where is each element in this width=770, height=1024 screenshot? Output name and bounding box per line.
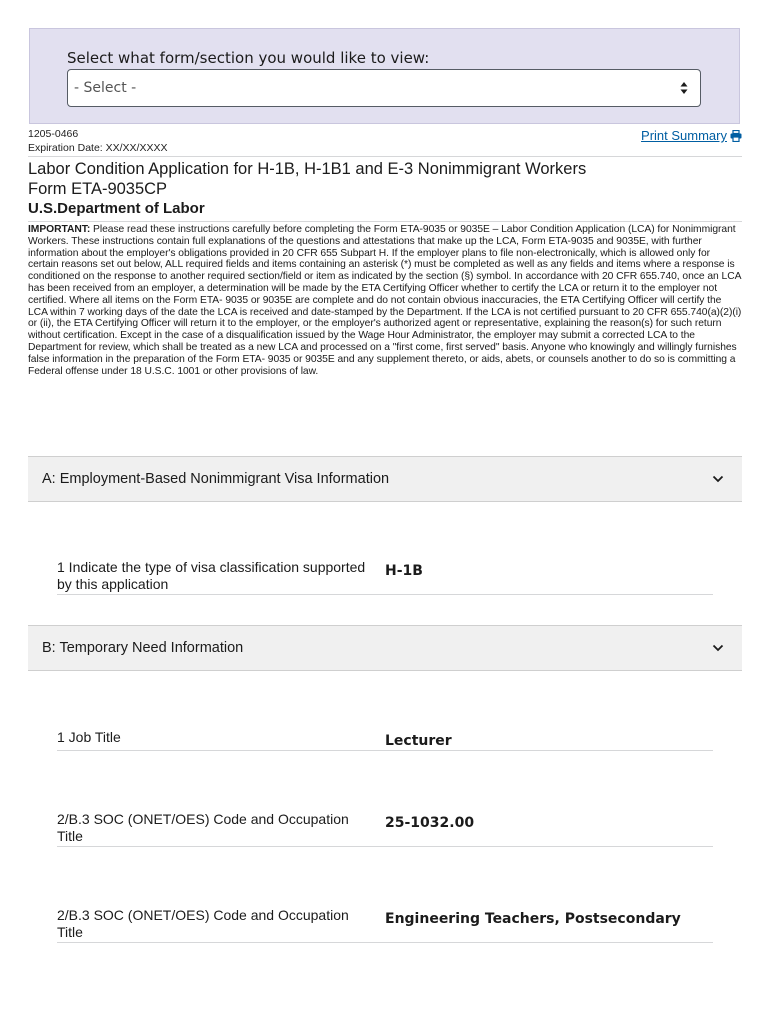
field-row-soc-code [57,811,713,847]
omb-info [28,127,167,155]
important-lead: IMPORTANT: [28,224,91,235]
field-value: H-1B [385,563,423,579]
field-value: Lecturer [385,733,452,749]
section-b-title: B: Temporary Need Information [42,640,244,656]
chevron-down-icon [712,644,724,652]
important-notice [28,224,742,377]
expiration-date: Expiration Date: XX/XX/XXXX [28,142,168,154]
field-value: 25-1032.00 [385,815,475,831]
field-label: 2/B.3 SOC (ONET/OES) Code and Occupation Title [57,907,349,940]
field-label: 1 Indicate the type of visa classification supported by this application [57,559,366,592]
form-section-selector-panel [29,28,740,124]
department-name: U.S.Department of Labor [28,200,205,217]
printer-icon [730,130,742,142]
field-row-visa-classification [57,559,713,595]
section-a-title: A: Employment-Based Nonimmigrant Visa Information [42,471,390,487]
form-title-block [28,159,742,219]
chevron-down-icon [712,475,724,483]
select-value: - Select - [74,80,137,96]
field-row-occupation-title [57,907,713,943]
field-value: Engineering Teachers, Postsecondary [385,911,681,927]
form-section-select[interactable] [67,69,701,107]
omb-number: 1205-0466 [28,128,79,140]
selector-label: Select what form/section you would like to view: [67,49,430,67]
field-label: 1 Job Title [57,729,121,745]
section-a-accordion[interactable] [28,456,742,502]
important-text: Please read these instructions carefully before completing the Form ETA-9035 or 9035E – Labor Condition Application (LCA) for Nonimmigrant Workers. These instructions contain full explanations of the questions and attestations that make up the LCA, Form ETA-9035 and 9035E, with further information about the employer's obligations provided in 20 CFR 655 Subpart H. If the employer plans to file non-electronically, which is allowed only for certain reasons set out below, ALL required fields and items containing an asterisk (*) must be completed as well as any fields and items where a response is conditioned on the response to another required section/field or item as indicated by the section (§) symbol. In accordance with 20 CFR 655.740, once an LCA has been received from an employer, a determination will be made by the ETA Certifying Officer whether to certify the LCA or return it to the employer not certified. Where all items on the Form ETA- 9035 or 9035E are complete and do not contain obvious inaccuracies, the ETA Certifying Officer will certify the LCA within 7 working days of the date the LCA is received and date-stamped by the Department. If the LCA is not certified pursuant to 20 CFR 655.740(a)(2)(i) or (ii), the ETA Certifying Officer will return it to the employer, or the employer's authorized agent or representative, explaining the reason(s) for such return without certification. Except in the case of a disqualification issued by the Wage Hour Administrator, the employer may submit a corrected LCA to the Department for review, which shall be treated as a new LCA and processed on a "first come, first served" basis. Anyone who knowingly and willingly furnishes false information in the preparation of the Form ETA- 9035 or 9035E and any supplement thereto, or aids, abets, or counsels another to do so is committing a Federal offense under 18 U.S.C. 1001 or other provisions of law. [28,224,742,377]
print-summary-label: Print Summary [641,128,727,143]
sort-arrows-icon [680,81,688,95]
divider [28,221,742,222]
field-row-job-title [57,729,713,751]
divider [28,156,742,157]
section-b-accordion[interactable] [28,625,742,671]
field-label: 2/B.3 SOC (ONET/OES) Code and Occupation Title [57,811,349,844]
form-number: Form ETA-9035CP [28,180,168,198]
print-summary-link[interactable] [641,128,742,143]
form-title: Labor Condition Application for H-1B, H-1B1 and E-3 Nonimmigrant Workers [28,160,587,178]
